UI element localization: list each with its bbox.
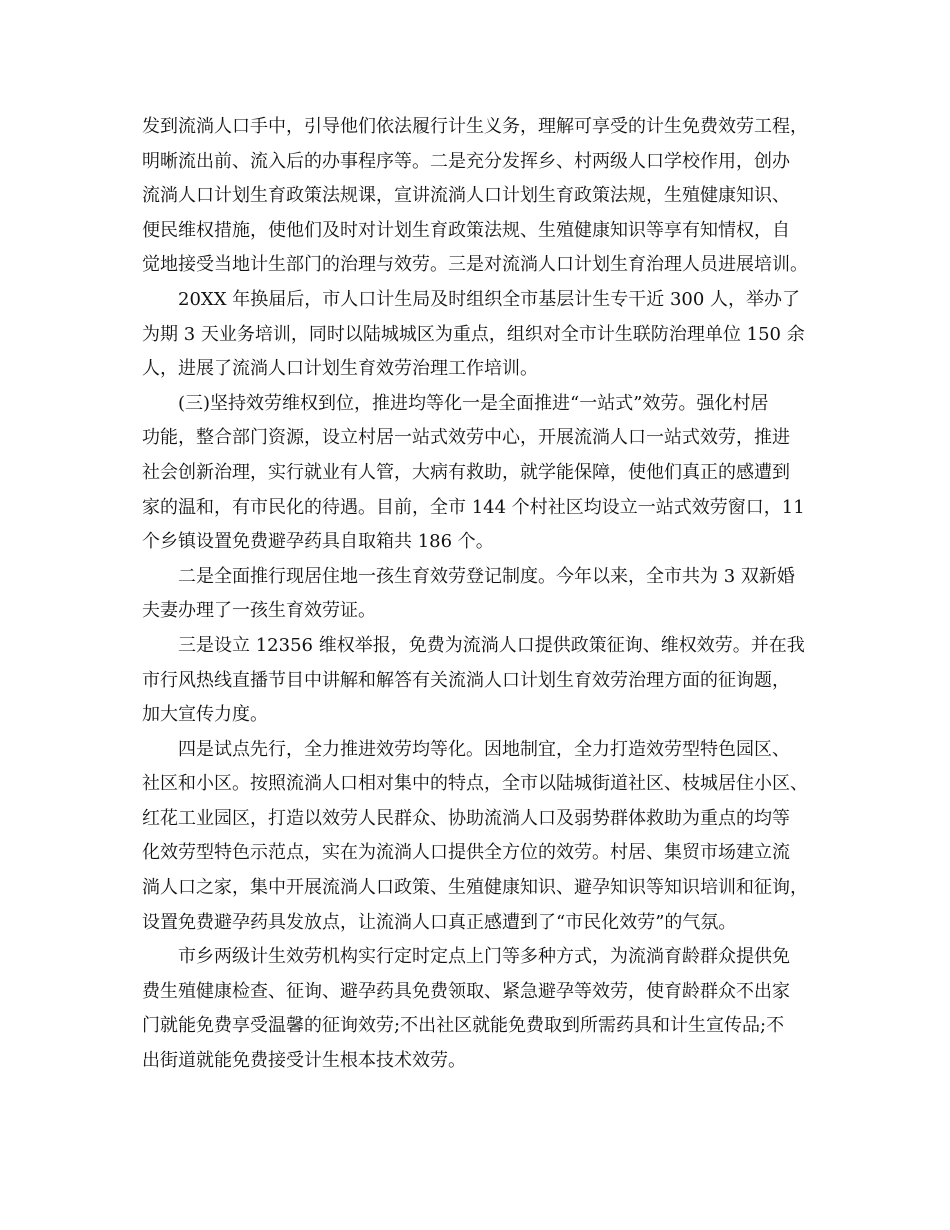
text-line: 流淌人口计划生育政策法规课，宣讲流淌人口计划生育政策法规，生殖健康知识、 [142, 185, 790, 207]
paragraph-3 [142, 387, 818, 560]
text-line: 夫妻办理了一孩生育效劳证。 [142, 600, 376, 622]
text-line: 社会创新治理，实行就业有人管，大病有救助，就学能保障，使他们真正的感遭到 [142, 461, 790, 483]
paragraph-5 [142, 629, 818, 733]
paragraph-6 [142, 733, 818, 941]
text-line: 费生殖健康检查、征询、避孕药具免费领取、紧急避孕等效劳，使育龄群众不出家 [142, 980, 790, 1002]
text-line: 门就能免费享受温馨的征询效劳;不出社区就能免费取到所需药具和计生宣传品;不 [142, 1015, 785, 1037]
text-line: 便民维权措施，使他们及时对计划生育政策法规、生殖健康知识等享有知情权，自 [142, 219, 790, 241]
text-line: 设置免费避孕药具发放点，让流淌人口真正感遭到了“市民化效劳”的气氛。 [142, 911, 737, 933]
text-line: 市行风热线直播节目中讲解和解答有关流淌人口计划生育效劳治理方面的征询题， [142, 669, 790, 691]
text-line: 出街道就能免费接受计生根本技术效劳。 [142, 1050, 466, 1072]
document-body [142, 110, 818, 1079]
text-line: 家的温和，有市民化的待遇。目前，全市 144 个村社区均设立一站式效劳窗口，11 [142, 496, 805, 518]
paragraph-7 [142, 940, 818, 1078]
text-line: 个乡镇设置免费避孕药具自取箱共 186 个。 [142, 531, 494, 553]
text-line: 四是试点先行，全力推进效劳均等化。因地制宜，全力打造效劳型特色园区、 [178, 738, 790, 760]
paragraph-4 [142, 560, 818, 629]
text-line: 发到流淌人口手中，引导他们依法履行计生义务，理解可享受的计生免费效劳工程， [142, 116, 808, 137]
text-line: 三是设立 12356 维权举报，免费为流淌人口提供政策征询、维权效劳。并在我 [178, 634, 805, 656]
text-line: 人，进展了流淌人口计划生育效劳治理工作培训。 [142, 358, 538, 380]
text-line: 为期 3 天业务培训，同时以陆城城区为重点，组织对全市计生联防治理单位 150 余 [142, 323, 805, 345]
text-line: 二是全面推行现居住地一孩生育效劳登记制度。今年以来，全市共为 3 双新婚 [178, 565, 795, 587]
text-line: 加大宣传力度。 [142, 704, 268, 726]
paragraph-1 [142, 110, 818, 283]
text-line: (三)坚持效劳维权到位，推进均等化一是全面推进“一站式”效劳。强化村居 [178, 392, 769, 414]
text-line: 社区和小区。按照流淌人口相对集中的特点，全市以陆城街道社区、枝城居住小区、 [142, 773, 808, 795]
text-line: 觉地接受当地计生部门的治理与效劳。三是对流淌人口计划生育治理人员进展培训。 [142, 254, 808, 276]
text-line: 淌人口之家，集中开展流淌人口政策、生殖健康知识、避孕知识等知识培训和征询， [142, 877, 808, 899]
text-line: 化效劳型特色示范点，实在为流淌人口提供全方位的效劳。村居、集贸市场建立流 [142, 842, 790, 864]
text-line: 功能，整合部门资源，设立村居一站式效劳中心，开展流淌人口一站式效劳，推进 [142, 427, 790, 449]
text-line: 20XX 年换届后，市人口计生局及时组织全市基层计生专干近 300 人，举办了 [178, 288, 801, 310]
text-line: 明晰流出前、流入后的办事程序等。二是充分发挥乡、村两级人口学校作用，创办 [142, 150, 790, 172]
text-line: 红花工业园区，打造以效劳人民群众、协助流淌人口及弱势群体救助为重点的均等 [142, 807, 790, 829]
paragraph-2 [142, 283, 818, 387]
text-line: 市乡两级计生效劳机构实行定时定点上门等多种方式，为流淌育龄群众提供免 [178, 946, 790, 968]
